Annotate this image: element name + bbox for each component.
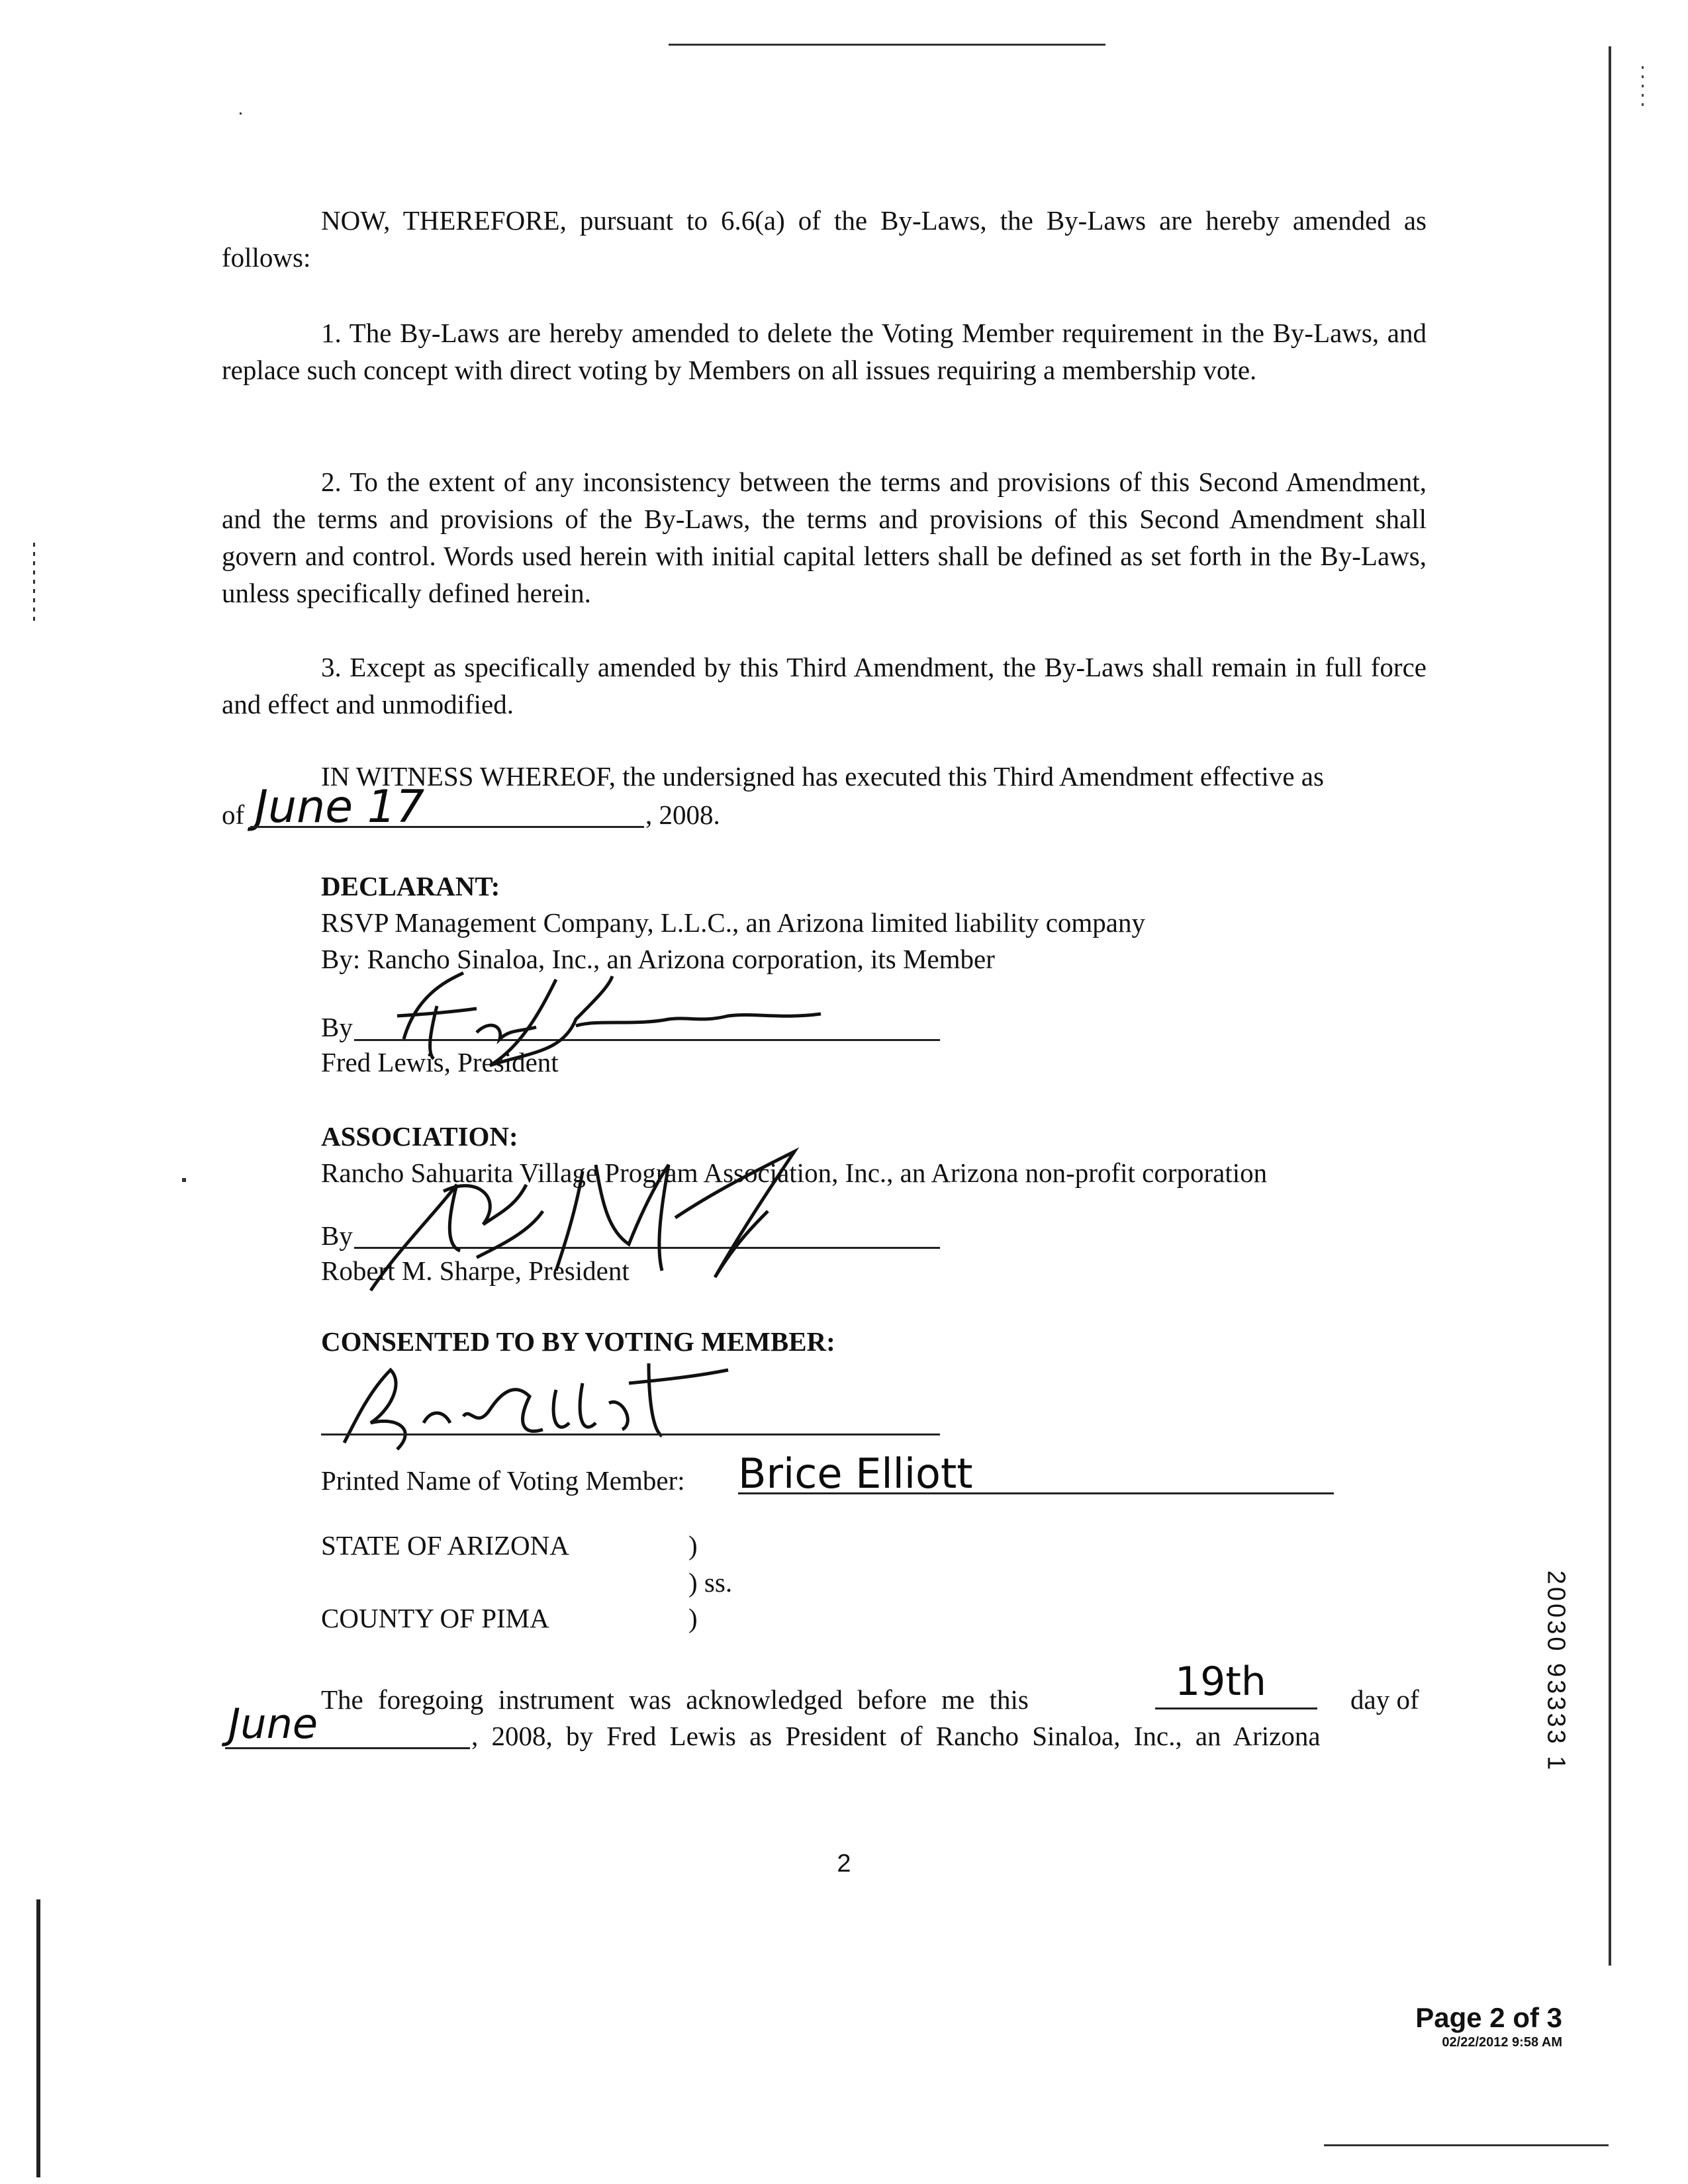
declarant-by-label: By bbox=[321, 1012, 353, 1042]
declarant-line2: By: Rancho Sinaloa, Inc., an Arizona corporation, its Member bbox=[321, 944, 995, 974]
voting-member-signature-line bbox=[321, 1433, 940, 1435]
scan-mark bbox=[1642, 66, 1644, 106]
page-number: 2 bbox=[837, 1850, 851, 1878]
acknowledgment-continued: , 2008, by Fred Lewis as President of Rancho Sinaloa, Inc., an Arizona bbox=[471, 1721, 1321, 1751]
witness-date-line bbox=[250, 826, 644, 828]
paragraph-1: 1. The By-Laws are hereby amended to delete the Voting Member requirement in the By-Laws, and replace such concept with direct voting by Members on all issues requiring a membership vote. bbox=[222, 318, 1427, 385]
declarant-signer: Fred Lewis, President bbox=[321, 1047, 559, 1077]
association-signature bbox=[344, 1112, 847, 1304]
voting-member-signature bbox=[318, 1343, 781, 1456]
venue-state: STATE OF ARIZONA bbox=[321, 1530, 569, 1561]
left-margin-rule bbox=[36, 1899, 40, 2177]
witness-of: of bbox=[222, 799, 245, 830]
footer-page-of: Page 2 of 3 bbox=[1415, 2002, 1562, 2033]
footer-timestamp: 02/22/2012 9:58 AM bbox=[1442, 2035, 1562, 2050]
acknowledgment-month-line bbox=[225, 1747, 470, 1749]
venue-paren-1: ) bbox=[688, 1530, 698, 1561]
scan-mark bbox=[182, 1178, 186, 1182]
paragraph-2: 2. To the extent of any inconsistency between the terms and provisions of this Second Amendment, and the terms and provisions of the By-Laws, the terms and provisions of this Second Amendment shall govern and control. Words used herein with initial capital letters shall be defined as set forth in the By-Laws, unless specifically defined herein. bbox=[222, 467, 1427, 608]
acknowledgment-day-handwritten: 19th bbox=[1175, 1659, 1266, 1705]
association-signer: Robert M. Sharpe, President bbox=[321, 1255, 630, 1286]
declarant-line1: RSVP Management Company, L.L.C., an Arizona limited liability company bbox=[321, 907, 1145, 938]
witness-paragraph: IN WITNESS WHEREOF, the undersigned has executed this Third Amendment effective as bbox=[321, 761, 1324, 792]
acknowledgment-day-line bbox=[1155, 1707, 1317, 1709]
acknowledgment-month-handwritten: June bbox=[228, 1700, 318, 1748]
venue-county: COUNTY OF PIMA bbox=[321, 1603, 549, 1633]
scan-mark bbox=[240, 113, 242, 114]
acknowledgment-day-of: day of bbox=[1350, 1684, 1419, 1715]
right-margin-rule bbox=[1609, 46, 1611, 1966]
bottom-rule bbox=[1324, 2144, 1609, 2146]
printed-name-label: Printed Name of Voting Member: bbox=[321, 1465, 685, 1496]
declarant-heading: DECLARANT: bbox=[321, 871, 500, 901]
side-stamp-text: 20030 93333 1 bbox=[1542, 1570, 1570, 1772]
top-rule bbox=[669, 44, 1105, 46]
paragraph-intro: NOW, THEREFORE, pursuant to 6.6(a) of the By-Laws, the By-Laws are hereby amended as follows: bbox=[222, 205, 1427, 273]
association-heading: ASSOCIATION: bbox=[321, 1121, 518, 1152]
association-by-label: By bbox=[321, 1220, 353, 1251]
association-line1: Rancho Sahuarita Village Program Association, Inc., an Arizona non-profit corporation bbox=[321, 1158, 1268, 1188]
side-stamp bbox=[1536, 1532, 1575, 1810]
declarant-signature bbox=[357, 953, 887, 1079]
scan-mark bbox=[33, 543, 35, 622]
voting-member-heading: CONSENTED TO BY VOTING MEMBER: bbox=[321, 1326, 835, 1357]
printed-name-handwritten: Brice Elliott bbox=[738, 1449, 973, 1498]
venue-paren-3: ) bbox=[688, 1603, 698, 1633]
paragraph-3: 3. Except as specifically amended by this Third Amendment, the By-Laws shall remain in full force and effect and unmodified. bbox=[222, 652, 1427, 719]
venue-ss: ) ss. bbox=[688, 1567, 733, 1598]
acknowledgment-text: The foregoing instrument was acknowledged before me this bbox=[321, 1684, 1029, 1715]
printed-name-line bbox=[738, 1492, 1334, 1494]
witness-date-handwritten: June 17 bbox=[255, 781, 425, 833]
witness-year: , 2008. bbox=[645, 799, 720, 830]
